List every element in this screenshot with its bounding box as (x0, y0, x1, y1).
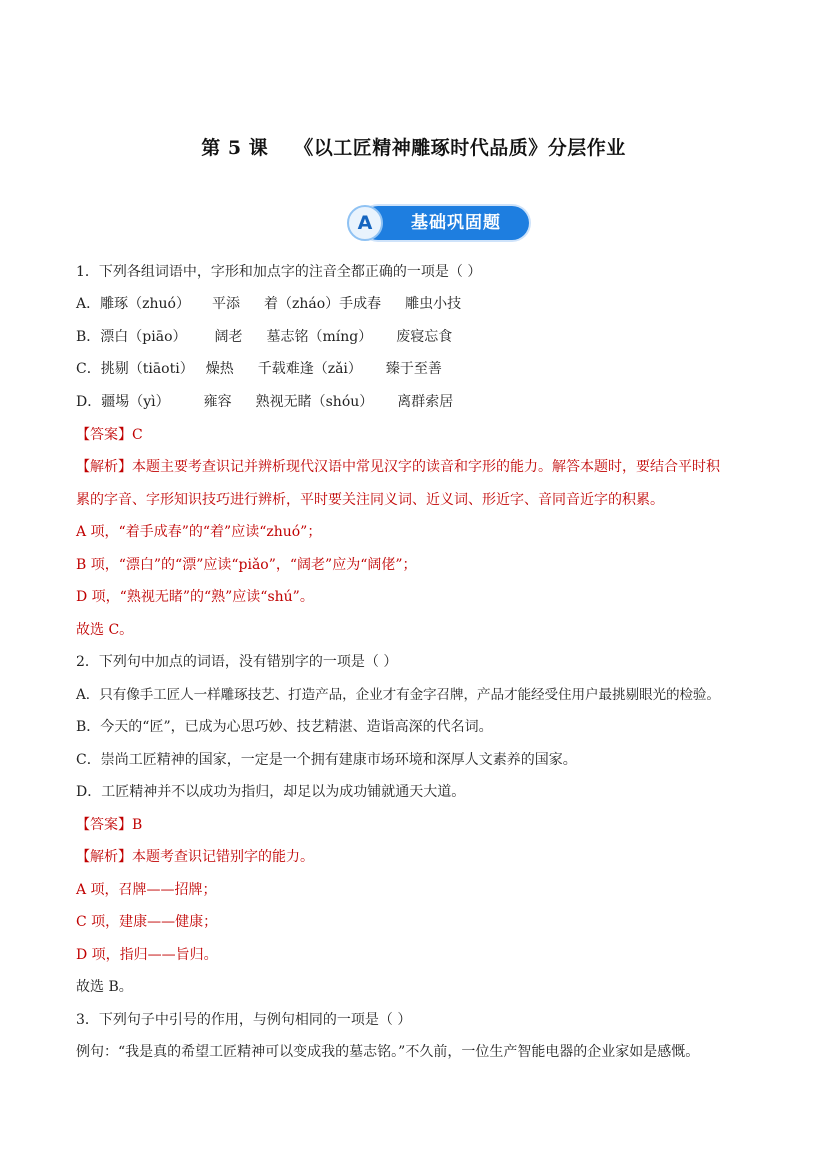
q1-stem: 1．下列各组词语中，字形和加点字的注音全都正确的一项是（ ） (76, 264, 482, 280)
q2-analysis-line-1: 【解析】本题考查识记错别字的能力。 (76, 849, 314, 865)
q1-analysis-line-4: B 项，“漂白”的“漂”应读“piǎo”，“阔老”应为“阔佬”； (76, 557, 417, 573)
lesson-number: 第 5 课 (201, 137, 269, 159)
q2-option-c: C．崇尚工匠精神的国家，一定是一个拥有建康市场环境和深厚人文素养的国家。 (76, 752, 577, 768)
q1-conclusion: 故选 C。 (76, 622, 134, 638)
q1-option-c: C．挑剔（tiāoti） 燥热 千载难逢（zǎi） 臻于至善 (76, 361, 442, 377)
q2-analysis-line-3: C 项，建康——健康； (76, 914, 218, 930)
q3-stem: 3．下列句子中引号的作用，与例句相同的一项是（ ） (76, 1012, 412, 1028)
lesson-name: 《以工匠精神雕琢时代品质》分层作业 (294, 137, 626, 159)
section-badge (347, 205, 530, 241)
q2-answer: 【答案】B (76, 817, 143, 833)
q2-option-a: A．只有像手工匠人一样雕琢技艺、打造产品，企业才有金字召牌，产品才能经受住用户最挑剔眼光的检验。 (76, 687, 720, 703)
q1-analysis-line-5: D 项，“熟视无睹”的“熟”应读“shú”。 (76, 589, 314, 605)
q1-option-a: A．雕琢（zhuó） 平添 着（zháo）手成春 雕虫小技 (76, 296, 462, 312)
q3-example: 例句：“我是真的希望工匠精神可以变成我的墓志铭。”不久前，一位生产智能电器的企业家如是感慨。 (76, 1044, 700, 1060)
badge-label: 基础巩固题 (411, 213, 501, 233)
badge-letter: A (347, 205, 383, 241)
q2-stem: 2．下列句中加点的词语，没有错别字的一项是（ ） (76, 654, 398, 670)
q1-option-b: B．漂白（piāo） 阔老 墓志铭（míng） 废寝忘食 (76, 329, 453, 345)
q2-analysis-line-4: D 项，指归——旨归。 (76, 947, 218, 963)
q1-option-d: D．疆埸（yì） 雍容 熟视无睹（shóu） 离群索居 (76, 394, 454, 410)
q1-analysis-line-1: 【解析】本题主要考查识记并辨析现代汉语中常见汉字的读音和字形的能力。解答本题时，要结合平时积 (76, 459, 720, 475)
page-title (0, 133, 827, 160)
q2-option-d: D．工匠精神并不以成功为指归，却足以为成功铺就通天大道。 (76, 784, 466, 800)
q2-conclusion: 故选 B。 (76, 979, 133, 995)
q2-analysis-line-2: A 项，召牌——招牌； (76, 882, 217, 898)
q1-analysis-line-2: 累的字音、字形知识技巧进行辨析，平时要关注同义词、近义词、形近字、音同音近字的积累。 (76, 492, 664, 508)
q1-answer: 【答案】C (76, 427, 143, 443)
q2-option-b: B．今天的“匠”，已成为心思巧妙、技艺精湛、造诣高深的代名词。 (76, 719, 493, 735)
q1-analysis-line-3: A 项，“着手成春”的“着”应读“zhuó”； (76, 524, 322, 540)
